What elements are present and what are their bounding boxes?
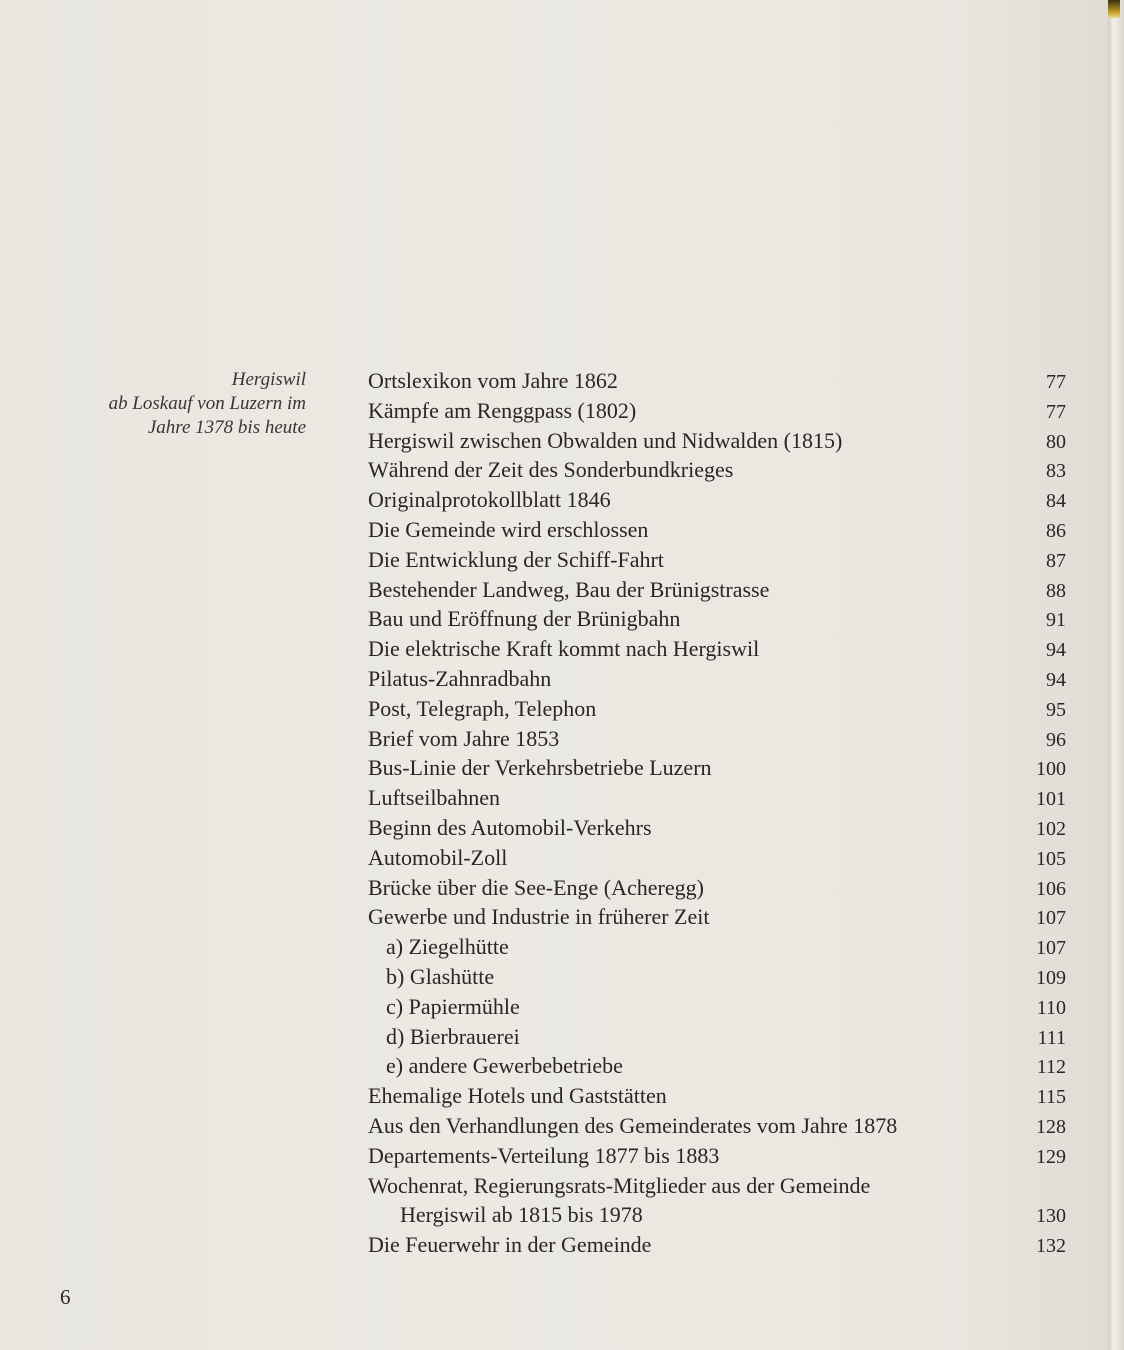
toc-title: Bestehender Landweg, Bau der Brünigstrasse <box>368 576 770 602</box>
toc-page-number: 84 <box>1046 490 1066 513</box>
toc-entry <box>360 843 1066 873</box>
toc-page-number: 77 <box>1046 400 1066 423</box>
toc-page-number: 86 <box>1046 519 1066 542</box>
toc-entry <box>360 1171 1066 1231</box>
toc-page-number: 96 <box>1046 728 1066 751</box>
toc-entry <box>360 1111 1066 1141</box>
toc-title: Hergiswil zwischen Obwalden und Nidwalden (1815) <box>368 427 843 453</box>
toc-title: Während der Zeit des Sonderbundkrieges <box>368 457 734 483</box>
side-note-line: ab Loskauf von Luzern im <box>108 393 306 414</box>
toc-page-number: 77 <box>1046 371 1066 393</box>
toc-title: Beginn des Automobil-Verkehrs <box>368 814 652 840</box>
toc-entry <box>360 604 1066 634</box>
toc-title: Kämpfe am Renggpass (1802) <box>368 397 637 423</box>
toc-page-number: 94 <box>1046 668 1066 691</box>
toc-title: Luftseilbahnen <box>368 785 500 811</box>
toc-page-number: 94 <box>1046 639 1066 662</box>
toc-entry <box>360 634 1066 664</box>
toc-title: Ehemalige Hotels und Gaststätten <box>368 1083 667 1109</box>
toc-page-number: 130 <box>1036 1204 1066 1227</box>
toc-subentry <box>360 962 1066 992</box>
toc-title-line1: Wochenrat, Regierungsrats-Mitglieder aus der Gemeinde <box>368 1172 871 1198</box>
toc-page-number: 111 <box>1037 1026 1066 1049</box>
toc-title: a) Ziegelhütte <box>386 934 509 960</box>
toc-title: Departements-Verteilung 1877 bis 1883 <box>368 1142 720 1168</box>
toc-page-number: 88 <box>1046 579 1066 602</box>
toc-page-number: 83 <box>1046 460 1066 483</box>
toc-page-number: 87 <box>1046 549 1066 572</box>
toc-entry <box>360 455 1066 485</box>
toc-title: Post, Telegraph, Telephon <box>368 695 597 721</box>
toc-title: Brücke über die See-Enge (Acheregg) <box>368 874 704 900</box>
toc-subentry <box>360 1051 1066 1081</box>
toc-entry <box>360 753 1066 783</box>
toc-title: Automobil-Zoll <box>368 844 508 870</box>
toc-title: Die elektrische Kraft kommt nach Hergiswil <box>368 636 760 662</box>
toc-title: Die Entwicklung der Schiff-Fahrt <box>368 546 664 572</box>
toc-entry <box>360 724 1066 754</box>
section-side-note <box>40 368 330 440</box>
toc-subentry <box>360 932 1066 962</box>
cover-corner <box>1108 0 1120 18</box>
toc-subentry <box>360 992 1066 1022</box>
toc-page-number: 101 <box>1036 788 1066 811</box>
toc-page-number: 129 <box>1036 1145 1066 1168</box>
toc-entry <box>360 1230 1066 1260</box>
toc-title: Die Feuerwehr in der Gemeinde <box>368 1232 652 1258</box>
toc-subentry <box>360 1022 1066 1052</box>
toc-entry <box>360 783 1066 813</box>
toc-entry <box>360 664 1066 694</box>
toc-title: b) Glashütte <box>386 963 495 989</box>
toc-page-number: 102 <box>1036 817 1066 840</box>
toc-title: Originalprotokollblatt 1846 <box>368 487 611 513</box>
toc-page-number: 100 <box>1036 758 1066 781</box>
toc-page-number: 80 <box>1046 430 1066 453</box>
toc-page-number: 115 <box>1036 1086 1066 1109</box>
toc-entry <box>360 575 1066 605</box>
toc-page-number: 91 <box>1046 609 1066 632</box>
toc-title: Pilatus-Zahnradbahn <box>368 665 552 691</box>
toc-page-number: 112 <box>1036 1056 1066 1079</box>
toc-title: Bus-Linie der Verkehrsbetriebe Luzern <box>368 755 712 781</box>
toc-title: Bau und Eröffnung der Brünigbahn <box>368 606 681 632</box>
table-of-contents <box>360 366 1066 1260</box>
toc-page-number: 95 <box>1046 698 1066 721</box>
toc-page-number: 106 <box>1036 877 1066 900</box>
toc-page-number: 110 <box>1036 996 1066 1019</box>
toc-entry <box>360 1081 1066 1111</box>
page-number: 6 <box>60 1285 71 1309</box>
toc-title: Ortslexikon vom Jahre 1862 <box>368 368 618 393</box>
toc-title: c) Papiermühle <box>386 993 520 1019</box>
toc-page-number: 132 <box>1036 1235 1066 1258</box>
toc-entry <box>360 902 1066 932</box>
toc-entry <box>360 366 1066 396</box>
toc-page-number: 109 <box>1036 966 1066 989</box>
toc-page-number: 105 <box>1036 847 1066 870</box>
toc-title: d) Bierbrauerei <box>386 1023 520 1049</box>
toc-entry <box>360 813 1066 843</box>
toc-entry <box>360 1141 1066 1171</box>
page-edge <box>1108 0 1124 1350</box>
side-note-line: Jahre 1378 bis heute <box>147 417 306 438</box>
toc-title: Gewerbe und Industrie in früherer Zeit <box>368 904 710 930</box>
toc-title-line2: Hergiswil ab 1815 bis 1978 <box>400 1202 643 1228</box>
toc-entry <box>360 694 1066 724</box>
toc-entry <box>360 396 1066 426</box>
toc-page-number: 107 <box>1036 937 1066 960</box>
toc-title: Brief vom Jahre 1853 <box>368 725 560 751</box>
toc-entry <box>360 545 1066 575</box>
toc-page-number: 107 <box>1036 907 1066 930</box>
toc-title <box>368 1171 988 1231</box>
toc-entry <box>360 426 1066 456</box>
toc-entry <box>360 515 1066 545</box>
toc-title: Aus den Verhandlungen des Gemeinderates vom Jahre 1878 <box>368 1112 898 1138</box>
toc-entry <box>360 485 1066 515</box>
toc-entry <box>360 873 1066 903</box>
side-note-line: Hergiswil <box>231 369 306 390</box>
toc-title: Die Gemeinde wird erschlossen <box>368 516 649 542</box>
toc-page-number: 128 <box>1036 1115 1066 1138</box>
toc-title: e) andere Gewerbebetriebe <box>386 1053 623 1079</box>
